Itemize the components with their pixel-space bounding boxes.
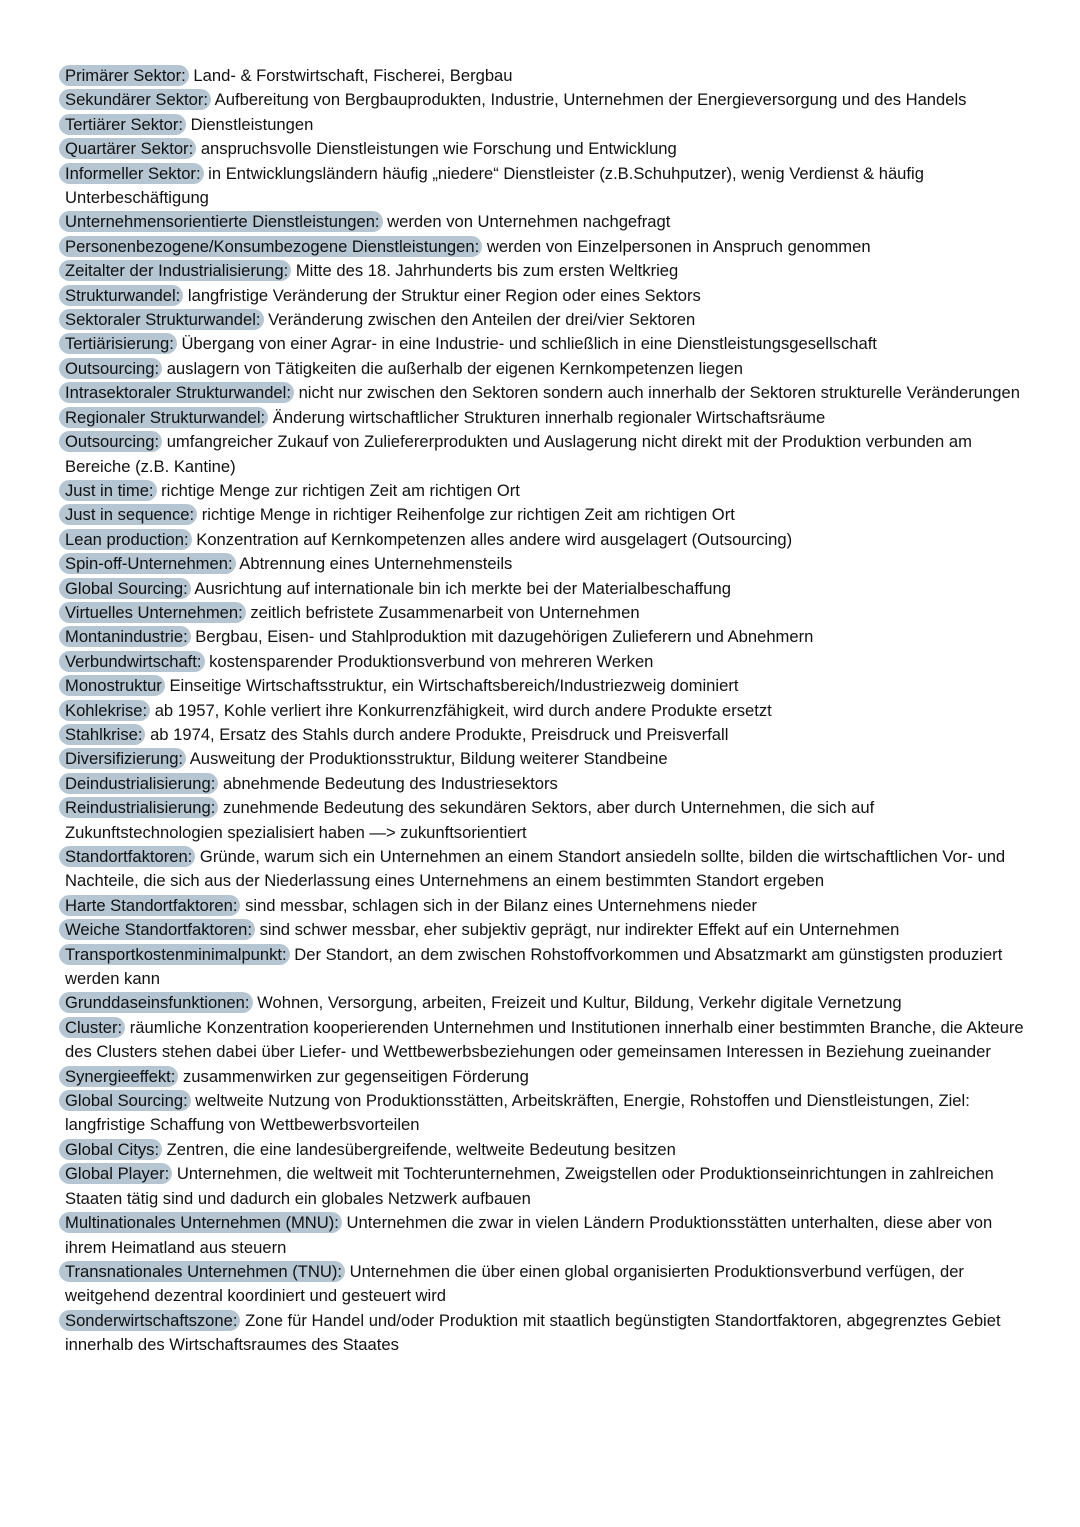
- glossary-definition: werden von Unternehmen nachgefragt: [382, 212, 671, 232]
- glossary-entry: [65, 381, 1025, 405]
- glossary-definition: räumliche Konzentration kooperierenden Unternehmen und Institutionen innerhalb einer bestimmten Branche, die Akteure des Clusters stehen dabei über Liefer- und Wettbewerbsbeziehungen oder gemeinsamen Interessen in Beziehung zueinander: [65, 1017, 1024, 1062]
- glossary-entry: [65, 552, 1025, 576]
- glossary-definition: abnehmende Bedeutung des Industriesektors: [218, 773, 558, 793]
- glossary-term: Global Sourcing:: [59, 578, 191, 599]
- glossary-definition: auslagern von Tätigkeiten die außerhalb der eigenen Kernkompetenzen liegen: [162, 358, 743, 378]
- glossary-term: Reindustrialisierung:: [59, 797, 218, 818]
- glossary-definition: weltweite Nutzung von Produktionsstätten, Arbeitskräften, Energie, Rohstoffen und Dienstleistungen, Ziel: langfristige Schaffung von Wettbewerbsvorteilen: [65, 1091, 970, 1135]
- glossary-definition: langfristige Veränderung der Struktur einer Region oder eines Sektors: [183, 285, 701, 305]
- glossary-entry: [65, 845, 1025, 894]
- glossary-entry: [65, 284, 1025, 308]
- glossary-entry: [65, 796, 1025, 845]
- glossary-term: Virtuelles Unternehmen:: [59, 602, 246, 623]
- glossary-document: [65, 64, 1025, 1358]
- glossary-term: Lean production:: [59, 529, 192, 550]
- glossary-term: Intrasektoraler Strukturwandel:: [59, 382, 294, 403]
- glossary-entry: [65, 1138, 1025, 1162]
- glossary-term: Unternehmensorientierte Dienstleistungen:: [59, 211, 383, 232]
- glossary-entry: [65, 64, 1025, 88]
- glossary-definition: richtige Menge in richtiger Reihenfolge zur richtigen Zeit am richtigen Ort: [197, 505, 735, 525]
- glossary-term: Global Sourcing:: [59, 1090, 191, 1111]
- glossary-definition: Aufbereitung von Bergbauprodukten, Industrie, Unternehmen der Energieversorgung und des Handels: [210, 90, 967, 110]
- glossary-definition: Gründe, warum sich ein Unternehmen an einem Standort ansiedeln sollte, bilden die wirtschaftlichen Vor- und Nachteile, die sich aus der Niederlassung eines Unternehmens an einem bestimmten Standort ergeben: [65, 847, 1006, 891]
- glossary-definition: Mitte des 18. Jahrhunderts bis zum ersten Weltkrieg: [291, 261, 679, 281]
- glossary-term: Spin-off-Unternehmen:: [59, 553, 236, 574]
- glossary-entry: [65, 894, 1025, 918]
- glossary-term: Synergieeffekt:: [59, 1066, 178, 1087]
- glossary-entry: [65, 772, 1025, 796]
- glossary-term: Zeitalter der Industrialisierung:: [59, 260, 291, 281]
- glossary-entry: [65, 137, 1025, 161]
- glossary-term: Tertiärisierung:: [59, 333, 177, 354]
- glossary-definition: Änderung wirtschaftlicher Strukturen innerhalb regionaler Wirtschaftsräume: [268, 407, 826, 427]
- glossary-term: Multinationales Unternehmen (MNU):: [59, 1212, 342, 1233]
- glossary-entry: [65, 674, 1025, 698]
- glossary-list: [65, 64, 1025, 1358]
- glossary-term: Grunddaseinsfunktionen:: [59, 992, 253, 1013]
- glossary-term: Tertiärer Sektor:: [59, 114, 186, 135]
- glossary-term: Just in time:: [59, 480, 157, 501]
- glossary-definition: Zentren, die eine landesübergreifende, weltweite Bedeutung besitzen: [162, 1139, 676, 1159]
- glossary-term: Sekundärer Sektor:: [59, 89, 211, 110]
- glossary-term: Global Player:: [59, 1163, 172, 1184]
- glossary-term: Sonderwirtschaftszone:: [59, 1310, 240, 1331]
- glossary-entry: [65, 1309, 1025, 1358]
- glossary-definition: Einseitige Wirtschaftsstruktur, ein Wirtschaftsbereich/Industriezweig dominiert: [164, 676, 739, 696]
- glossary-definition: Abtrennung eines Unternehmensteils: [235, 554, 513, 574]
- glossary-definition: Land- & Forstwirtschaft, Fischerei, Bergbau: [188, 66, 513, 85]
- glossary-entry: [65, 699, 1025, 723]
- glossary-term: Cluster:: [59, 1017, 125, 1038]
- glossary-definition: richtige Menge zur richtigen Zeit am richtigen Ort: [156, 480, 520, 500]
- glossary-definition: anspruchsvolle Dienstleistungen wie Forschung und Entwicklung: [196, 139, 677, 159]
- glossary-entry: [65, 88, 1025, 112]
- glossary-entry: [65, 308, 1025, 332]
- glossary-definition: Zone für Handel und/oder Produktion mit staatlich begünstigten Standortfaktoren, abgegrenztes Gebiet innerhalb des Wirtschaftsraumes des Staates: [65, 1310, 1001, 1355]
- glossary-definition: kostensparender Produktionsverbund von mehreren Werken: [204, 651, 654, 671]
- glossary-entry: [65, 1211, 1025, 1260]
- glossary-term: Global Citys:: [59, 1139, 162, 1160]
- glossary-entry: [65, 577, 1025, 601]
- glossary-entry: [65, 991, 1025, 1015]
- glossary-term: Just in sequence:: [59, 504, 197, 525]
- glossary-definition: Der Standort, an dem zwischen Rohstoffvorkommen und Absatzmarkt am günstigsten produziert werden kann: [65, 944, 1003, 989]
- glossary-definition: nicht nur zwischen den Sektoren sondern auch innerhalb der Sektoren strukturelle Veränderungen: [293, 383, 1020, 403]
- glossary-definition: sind messbar, schlagen sich in der Bilanz eines Unternehmens nieder: [240, 895, 758, 915]
- glossary-entry: [65, 235, 1025, 259]
- glossary-definition: Unternehmen die über einen global organisierten Produktionsverbund verfügen, der weitgehend dezentral koordiniert und gesteuert wird: [65, 1261, 964, 1306]
- glossary-entry: [65, 723, 1025, 747]
- glossary-entry: [65, 332, 1025, 356]
- glossary-entry: [65, 113, 1025, 137]
- glossary-definition: Ausrichtung auf internationale bin ich merkte bei der Materialbeschaffung: [190, 578, 731, 598]
- glossary-term: Weiche Standortfaktoren:: [59, 919, 255, 940]
- glossary-term: Montanindustrie:: [59, 626, 191, 647]
- glossary-term: Standortfaktoren:: [59, 846, 195, 867]
- glossary-term: Harte Standortfaktoren:: [59, 895, 240, 916]
- glossary-term: Verbundwirtschaft:: [59, 651, 205, 672]
- glossary-term: Regionaler Strukturwandel:: [59, 407, 268, 428]
- glossary-entry: [65, 918, 1025, 942]
- glossary-entry: [65, 943, 1025, 992]
- glossary-term: Personenbezogene/Konsumbezogene Dienstleistungen:: [59, 236, 482, 257]
- glossary-definition: zunehmende Bedeutung des sekundären Sektors, aber durch Unternehmen, die sich auf Zukunftstechnologien spezialisiert haben —> zukunftsorientiert: [65, 798, 875, 842]
- glossary-definition: ab 1957, Kohle verliert ihre Konkurrenzfähigkeit, wird durch andere Produkte ersetzt: [150, 700, 772, 720]
- glossary-term: Transportkostenminimalpunkt:: [59, 944, 290, 965]
- glossary-term: Deindustrialisierung:: [59, 773, 218, 794]
- glossary-definition: Bergbau, Eisen- und Stahlproduktion mit dazugehörigen Zulieferern und Abnehmern: [190, 627, 814, 647]
- glossary-term: Outsourcing:: [59, 358, 162, 379]
- glossary-term: Strukturwandel:: [59, 285, 183, 306]
- glossary-definition: Dienstleistungen: [186, 114, 314, 134]
- glossary-definition: ab 1974, Ersatz des Stahls durch andere Produkte, Preisdruck und Preisverfall: [145, 724, 729, 744]
- glossary-term: Kohlekrise:: [59, 700, 150, 721]
- glossary-definition: Wohnen, Versorgung, arbeiten, Freizeit und Kultur, Bildung, Verkehr digitale Vernetzung: [252, 993, 902, 1013]
- glossary-term: Outsourcing:: [59, 431, 162, 452]
- glossary-entry: [65, 747, 1025, 771]
- glossary-definition: umfangreicher Zukauf von Zuliefererprodukten und Auslagerung nicht direkt mit der Produktion verbunden am Bereiche (z.B. Kantine): [65, 432, 972, 476]
- glossary-entry: [65, 601, 1025, 625]
- glossary-definition: Unternehmen, die weltweit mit Tochterunternehmen, Zweigstellen oder Produktionseinrichtungen in zahlreichen Staaten tätig sind und dadurch ein globales Netzwerk aufbauen: [65, 1164, 994, 1208]
- glossary-definition: Übergang von einer Agrar- in eine Industrie- und schließlich in eine Dienstleistungsgesellschaft: [176, 334, 877, 354]
- glossary-definition: zeitlich befristete Zusammenarbeit von Unternehmen: [245, 602, 640, 622]
- glossary-entry: [65, 210, 1025, 234]
- glossary-definition: sind schwer messbar, eher subjektiv geprägt, nur indirekter Effekt auf ein Unternehmen: [254, 920, 900, 940]
- glossary-entry: [65, 1065, 1025, 1089]
- glossary-term: Stahlkrise:: [59, 724, 145, 745]
- glossary-entry: [65, 1162, 1025, 1211]
- glossary-term: Informeller Sektor:: [59, 163, 204, 184]
- glossary-definition: Konzentration auf Kernkompetenzen alles andere wird ausgelagert (Outsourcing): [191, 529, 793, 549]
- glossary-entry: [65, 528, 1025, 552]
- glossary-definition: Veränderung zwischen den Anteilen der drei/vier Sektoren: [263, 310, 696, 330]
- glossary-definition: in Entwicklungsländern häufig „niedere“ Dienstleister (z.B.Schuhputzer), wenig Verdienst & häufig Unterbeschäftigung: [65, 163, 924, 208]
- glossary-term: Quartärer Sektor:: [59, 138, 196, 159]
- glossary-term: Primärer Sektor:: [59, 65, 189, 86]
- glossary-entry: [65, 406, 1025, 430]
- glossary-term: Transnationales Unternehmen (TNU):: [59, 1261, 345, 1282]
- glossary-entry: [65, 650, 1025, 674]
- glossary-entry: [65, 503, 1025, 527]
- glossary-entry: [65, 1089, 1025, 1138]
- glossary-entry: [65, 357, 1025, 381]
- glossary-entry: [65, 430, 1025, 479]
- glossary-definition: zusammenwirken zur gegenseitigen Förderung: [178, 1066, 529, 1086]
- glossary-entry: [65, 1016, 1025, 1065]
- glossary-entry: [65, 625, 1025, 649]
- glossary-entry: [65, 259, 1025, 283]
- glossary-definition: Ausweitung der Produktionsstruktur, Bildung weiterer Standbeine: [186, 749, 668, 769]
- glossary-term: Diversifizierung:: [59, 748, 186, 769]
- glossary-term: Monostruktur: [59, 675, 165, 696]
- glossary-entry: [65, 162, 1025, 211]
- glossary-term: Sektoraler Strukturwandel:: [59, 309, 264, 330]
- glossary-entry: [65, 479, 1025, 503]
- glossary-definition: werden von Einzelpersonen in Anspruch genommen: [482, 236, 871, 256]
- glossary-entry: [65, 1260, 1025, 1309]
- glossary-definition: Unternehmen die zwar in vielen Ländern Produktionsstätten unterhalten, diese aber von ihrem Heimatland aus steuern: [65, 1213, 993, 1257]
